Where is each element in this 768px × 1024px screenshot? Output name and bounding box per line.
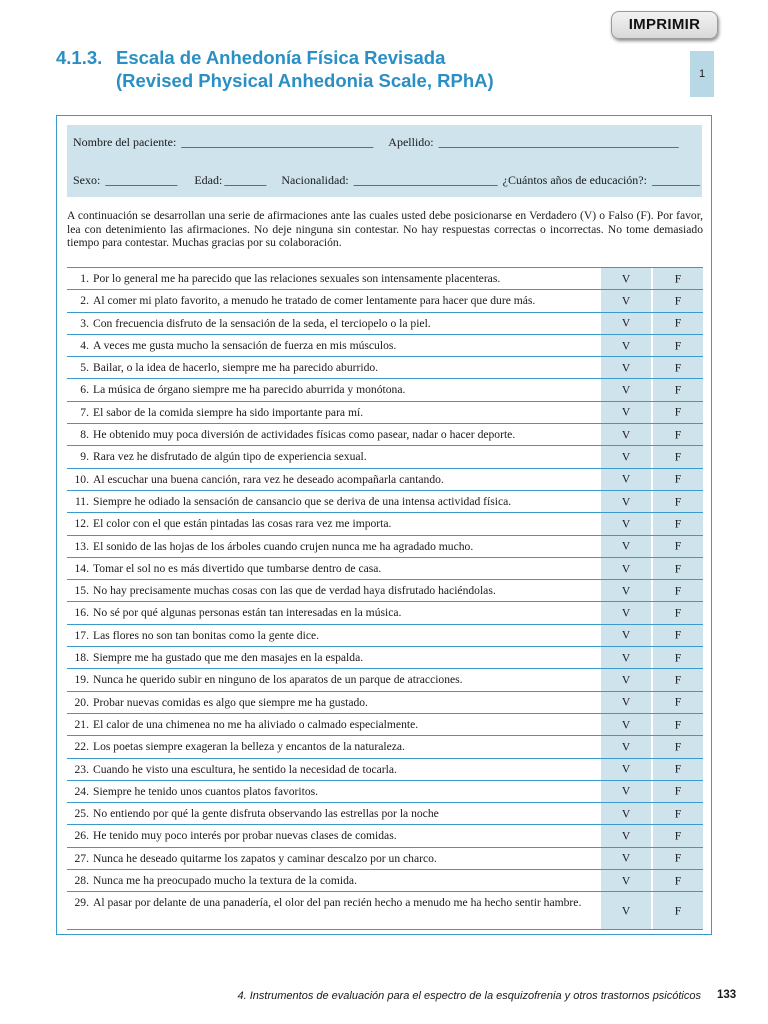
true-option[interactable] [600, 580, 651, 601]
item-number: 7. [80, 405, 89, 419]
item-text: Las flores no son tan bonitas como la gente dice. [93, 628, 320, 642]
false-label: F [674, 874, 682, 888]
item-number: 10. [74, 472, 89, 486]
true-option[interactable] [600, 558, 651, 579]
table-row [67, 536, 703, 558]
true-label: V [621, 361, 631, 375]
true-option[interactable] [600, 513, 651, 534]
table-row [67, 825, 703, 847]
patient-row-2 [73, 173, 702, 188]
item-text: El sabor de la comida siempre ha sido importante para mí. [93, 405, 364, 419]
table-row [67, 803, 703, 825]
false-label: F [674, 316, 682, 330]
item-text: Rara vez he disfrutado de algún tipo de experiencia sexual. [93, 450, 367, 464]
item-text: El sonido de las hojas de los árboles cuando crujen nunca me ha agradado mucho. [93, 539, 474, 553]
item-number: 27. [74, 851, 89, 865]
true-label: V [621, 383, 631, 397]
item-number: 15. [74, 584, 89, 598]
true-option[interactable] [600, 536, 651, 557]
item-number: 19. [74, 673, 89, 687]
table-row [67, 491, 703, 513]
false-option[interactable] [652, 781, 703, 802]
false-option[interactable] [652, 647, 703, 668]
true-label: V [621, 339, 631, 353]
table-row [67, 290, 703, 312]
patient-info-box [67, 125, 702, 197]
item-text: Al escuchar una buena canción, rara vez he deseado acompañarla cantando. [93, 472, 444, 486]
item-number: 11. [74, 494, 89, 508]
true-option[interactable] [600, 669, 651, 690]
item-number: 17. [74, 628, 89, 642]
table-row [67, 268, 703, 290]
false-label: F [674, 562, 682, 575]
false-label: F [674, 651, 682, 665]
name-field[interactable]: ________________________________ [181, 135, 374, 149]
section-number: 4.1.3. [56, 47, 103, 68]
education-field[interactable]: ________ [651, 173, 700, 187]
false-option[interactable] [652, 669, 703, 690]
false-label: F [674, 740, 682, 754]
item-number: 23. [74, 762, 89, 776]
false-label: F [674, 339, 682, 353]
true-label: V [621, 807, 631, 821]
false-option[interactable] [652, 513, 703, 534]
table-row [67, 424, 703, 446]
false-option[interactable] [652, 313, 703, 334]
item-text: A veces me gusta mucho la sensación de fuerza en mis músculos. [93, 338, 397, 352]
true-option[interactable] [600, 892, 651, 929]
true-option[interactable] [600, 268, 651, 289]
item-number: 12. [74, 517, 89, 531]
print-button[interactable]: IMPRIMIR [611, 11, 718, 39]
item-number: 24. [74, 784, 89, 798]
false-option[interactable] [652, 825, 703, 846]
item-text: Por lo general me ha parecido que las relaciones sexuales son intensamente placenteras. [93, 272, 501, 285]
true-label: V [621, 539, 631, 553]
item-text: Los poetas siempre exageran la belleza y encantos de la naturaleza. [93, 740, 405, 754]
false-option[interactable] [652, 469, 703, 490]
table-row [67, 892, 703, 930]
page-tab: 1 [690, 51, 714, 97]
item-number: 4. [80, 338, 89, 352]
table-row [67, 379, 703, 401]
true-label: V [621, 428, 631, 442]
true-option[interactable] [600, 469, 651, 490]
table-row [67, 335, 703, 357]
false-label: F [674, 495, 682, 509]
item-number: 22. [74, 740, 89, 754]
education-label: ¿Cuántos años de educación?: [502, 173, 647, 187]
true-option[interactable] [600, 424, 651, 445]
false-label: F [674, 584, 682, 598]
sex-label: Sexo: [73, 173, 101, 187]
item-number: 28. [74, 874, 89, 888]
false-label: F [674, 472, 682, 486]
true-option[interactable] [600, 714, 651, 735]
item-text: La música de órgano siempre me ha parecido aburrida y monótona. [93, 383, 406, 397]
false-label: F [674, 428, 682, 442]
item-text: El color con el que están pintadas las cosas rara vez me importa. [93, 517, 392, 531]
true-option[interactable] [600, 870, 651, 891]
true-label: V [621, 851, 631, 865]
item-number: 14. [74, 561, 89, 575]
true-label: V [621, 651, 631, 665]
item-number: 26. [74, 829, 89, 843]
true-label: V [621, 628, 631, 642]
table-row [67, 647, 703, 669]
item-number: 18. [74, 651, 89, 665]
instructions-text: A continuación se desarrollan una serie de afirmaciones ante las cuales usted debe posicionarse en Verdadero (V) o Falso (F). Por favor, lea con detenimiento las afirmaciones. No deje ninguna sin contestar. No hay respuestas correctas o incorrectas. No tome demasiado tiempo para contestar. Muchas gracias por su colaboración. [67, 209, 703, 250]
items-table [67, 267, 703, 930]
table-row [67, 625, 703, 647]
table-row [67, 870, 703, 892]
item-text: Cuando he visto una escultura, he sentido la necesidad de tocarla. [93, 762, 397, 776]
table-row [67, 558, 703, 580]
false-option[interactable] [652, 424, 703, 445]
false-label: F [674, 272, 682, 286]
table-row [67, 469, 703, 491]
table-row [67, 736, 703, 758]
true-label: V [621, 606, 631, 620]
table-row [67, 781, 703, 803]
false-label: F [674, 762, 682, 776]
item-text: Siempre he odiado la sensación de cansancio que se deriva de una intensa actividad física. [93, 494, 512, 508]
age-field[interactable]: _______ [224, 173, 267, 187]
item-text: Nunca me ha preocupado mucho la textura de la comida. [93, 874, 357, 888]
item-text: El calor de una chimenea no me ha aliviado o calmado especialmente. [93, 717, 419, 731]
item-text: Probar nuevas comidas es algo que siempre me ha gustado. [93, 695, 368, 709]
true-option[interactable] [600, 357, 651, 378]
false-option[interactable] [652, 446, 703, 467]
item-text: No sé por qué algunas personas están tan interesadas en la música. [93, 606, 402, 620]
table-row [67, 848, 703, 870]
surname-field[interactable]: ________________________________________ [438, 135, 679, 149]
false-label: F [674, 606, 682, 620]
title-line-1: Escala de Anhedonía Física Revisada [116, 47, 446, 68]
true-option[interactable] [600, 491, 651, 512]
true-label: V [621, 562, 631, 575]
footer-text: 4. Instrumentos de evaluación para el espectro de la esquizofrenia y otros trastornos psicóticos [237, 990, 701, 1002]
true-option[interactable] [600, 825, 651, 846]
page-number: 133 [717, 989, 737, 1001]
item-number: 5. [80, 361, 89, 375]
item-number: 6. [80, 383, 89, 397]
table-row [67, 446, 703, 468]
item-text: Nunca he deseado quitarme los zapatos y caminar descalzo por un charco. [93, 851, 437, 865]
true-label: V [621, 904, 631, 918]
true-option[interactable] [600, 848, 651, 869]
true-option[interactable] [600, 290, 651, 311]
true-option[interactable] [600, 692, 651, 713]
item-number: 9. [80, 450, 89, 464]
true-option[interactable] [600, 803, 651, 824]
item-text: Nunca he querido subir en ninguno de los aparatos de un parque de atracciones. [93, 673, 463, 687]
item-text: Al pasar por delante de una panadería, el olor del pan recién hecho a menudo me ha hecho sentir hambre. [93, 896, 582, 910]
nationality-field[interactable]: ________________________ [353, 173, 498, 187]
item-text: No hay precisamente muchas cosas con las que de verdad haya disfrutado haciéndolas. [93, 584, 496, 598]
true-label: V [621, 718, 631, 732]
item-text: Siempre he tenido unos cuantos platos favoritos. [93, 784, 319, 798]
item-number: 2. [80, 294, 89, 308]
true-label: V [621, 450, 631, 464]
false-label: F [674, 383, 682, 397]
true-label: V [621, 517, 631, 531]
false-label: F [674, 829, 682, 843]
item-number: 8. [80, 428, 89, 442]
true-label: V [621, 294, 631, 308]
false-label: F [674, 851, 682, 865]
item-number: 21. [74, 717, 89, 731]
item-number: 20. [74, 695, 89, 709]
false-option[interactable] [652, 536, 703, 557]
table-row [67, 602, 703, 624]
age-label: Edad: [194, 173, 223, 187]
false-option[interactable] [652, 602, 703, 623]
item-text: Bailar, o la idea de hacerlo, siempre me ha parecido aburrido. [93, 361, 379, 375]
title-line-2: (Revised Physical Anhedonia Scale, RPhA) [116, 70, 494, 91]
item-text: Al comer mi plato favorito, a menudo he tratado de comer lentamente para hacer que dure más. [93, 294, 536, 308]
table-row [67, 692, 703, 714]
false-option[interactable] [652, 580, 703, 601]
true-option[interactable] [600, 781, 651, 802]
true-label: V [621, 584, 631, 598]
false-label: F [674, 405, 682, 419]
table-row [67, 313, 703, 335]
true-option[interactable] [600, 313, 651, 334]
true-label: V [621, 495, 631, 509]
false-label: F [674, 784, 682, 798]
sex-field[interactable]: ____________ [105, 173, 178, 187]
false-label: F [674, 673, 682, 687]
item-text: Siempre me ha gustado que me den masajes en la espalda. [93, 651, 364, 665]
table-row [67, 402, 703, 424]
true-label: V [621, 472, 631, 486]
false-option[interactable] [652, 736, 703, 757]
true-label: V [621, 272, 631, 286]
true-option[interactable] [600, 402, 651, 423]
nationality-label: Nacionalidad: [281, 173, 349, 187]
true-label: V [621, 673, 631, 687]
false-label: F [674, 517, 682, 531]
false-option[interactable] [652, 870, 703, 891]
item-number: 29. [74, 896, 89, 910]
false-option[interactable] [652, 803, 703, 824]
page-title [56, 46, 494, 92]
false-label: F [674, 904, 682, 918]
item-number: 16. [74, 606, 89, 620]
true-label: V [621, 405, 631, 419]
true-option[interactable] [600, 446, 651, 467]
false-option[interactable] [652, 848, 703, 869]
false-label: F [674, 450, 682, 464]
item-number: 25. [74, 807, 89, 821]
table-row [67, 669, 703, 691]
false-label: F [674, 718, 682, 732]
false-option[interactable] [652, 625, 703, 646]
true-option[interactable] [600, 335, 651, 356]
false-label: F [674, 294, 682, 308]
item-text: He obtenido muy poca diversión de actividades físicas como pasear, nadar o hacer deporte. [93, 428, 516, 442]
table-row [67, 513, 703, 535]
false-option[interactable] [652, 714, 703, 735]
false-option[interactable] [652, 268, 703, 289]
table-row [67, 357, 703, 379]
table-row [67, 714, 703, 736]
true-option[interactable] [600, 736, 651, 757]
item-number: 3. [80, 316, 89, 330]
true-option[interactable] [600, 625, 651, 646]
false-label: F [674, 361, 682, 375]
name-label: Nombre del paciente: [73, 135, 177, 149]
false-option[interactable] [652, 357, 703, 378]
true-option[interactable] [600, 647, 651, 668]
item-number: 1. [80, 272, 89, 285]
item-text: Con frecuencia disfruto de la sensación de la seda, el terciopelo o la piel. [93, 316, 431, 330]
true-label: V [621, 695, 631, 709]
false-label: F [674, 628, 682, 642]
true-option[interactable] [600, 379, 651, 400]
item-number: 13. [74, 539, 89, 553]
true-label: V [621, 829, 631, 843]
true-label: V [621, 874, 631, 888]
item-text: He tenido muy poco interés por probar nuevas clases de comidas. [93, 829, 397, 843]
item-text: Tomar el sol no es más divertido que tumbarse dentro de casa. [93, 561, 382, 575]
false-option[interactable] [652, 290, 703, 311]
table-row [67, 580, 703, 602]
false-option[interactable] [652, 402, 703, 423]
true-option[interactable] [600, 759, 651, 780]
true-label: V [621, 784, 631, 798]
true-label: V [621, 762, 631, 776]
false-option[interactable] [652, 335, 703, 356]
false-option[interactable] [652, 558, 703, 579]
false-option[interactable] [652, 379, 703, 400]
false-label: F [674, 695, 682, 709]
true-label: V [621, 740, 631, 754]
false-option[interactable] [652, 759, 703, 780]
item-text: No entiendo por qué la gente disfruta observando las estrellas por la noche [93, 807, 439, 821]
false-option[interactable] [652, 692, 703, 713]
false-option[interactable] [652, 491, 703, 512]
surname-label: Apellido: [388, 135, 434, 149]
true-option[interactable] [600, 602, 651, 623]
patient-row-1 [73, 135, 681, 150]
true-label: V [621, 316, 631, 330]
false-label: F [674, 539, 682, 553]
false-label: F [674, 807, 682, 821]
table-row [67, 759, 703, 781]
false-option[interactable] [652, 892, 703, 929]
